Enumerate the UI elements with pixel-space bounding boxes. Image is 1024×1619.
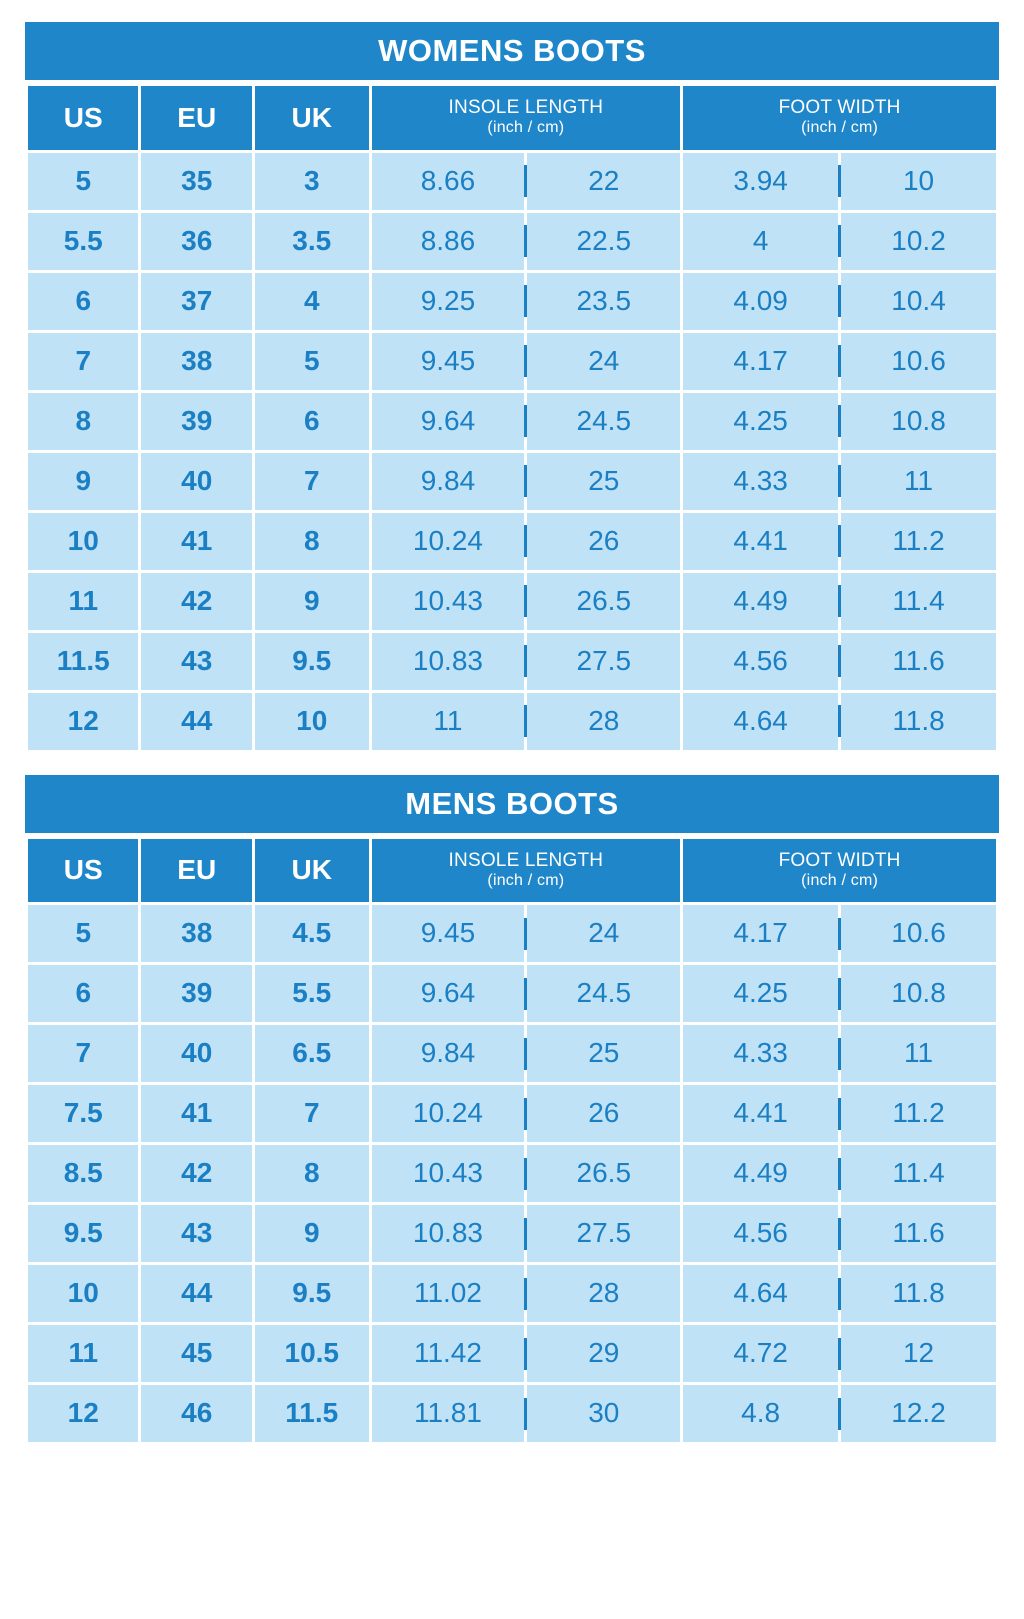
womens-boots-table-block [25,22,999,753]
mens-boots-table [25,836,999,1446]
header-us: US [28,839,138,903]
cell-us: 12 [28,693,138,750]
womens-boots-body [28,153,996,750]
header-foot-width-label: FOOT WIDTH [778,97,901,118]
header-foot-width-units: (inch / cm) [801,118,879,136]
cell-width-cm: 10.6 [841,905,996,962]
cell-eu: 41 [141,513,251,570]
cell-insole-cm: 24 [527,905,680,962]
cell-eu: 40 [141,1025,251,1082]
cell-width-cm: 10.4 [841,273,996,330]
cell-us: 12 [28,1385,138,1442]
cell-us: 9 [28,453,138,510]
header-foot-width [683,839,996,903]
cell-insole-cm: 30 [527,1385,680,1442]
cell-width-inch: 4.17 [683,333,838,390]
cell-uk: 5.5 [255,965,369,1022]
mens-boots-title: MENS BOOTS [25,775,999,833]
cell-width-cm: 11.2 [841,513,996,570]
cell-eu: 38 [141,905,251,962]
cell-us: 8.5 [28,1145,138,1202]
cell-uk: 9 [255,1205,369,1262]
cell-uk: 6 [255,393,369,450]
cell-width-cm: 12 [841,1325,996,1382]
cell-width-inch: 4.33 [683,1025,838,1082]
cell-width-cm: 11.4 [841,1145,996,1202]
cell-eu: 45 [141,1325,251,1382]
cell-uk: 9.5 [255,1265,369,1322]
cell-eu: 39 [141,965,251,1022]
cell-width-inch: 4.56 [683,1205,838,1262]
cell-insole-inch: 11.42 [372,1325,525,1382]
cell-eu: 36 [141,213,251,270]
cell-us: 7.5 [28,1085,138,1142]
cell-insole-cm: 24 [527,333,680,390]
cell-insole-cm: 23.5 [527,273,680,330]
cell-eu: 42 [141,1145,251,1202]
header-eu: EU [141,839,251,903]
header-insole-length [372,86,681,150]
cell-width-inch: 4.09 [683,273,838,330]
table-row [28,213,996,270]
womens-boots-title: WOMENS BOOTS [25,22,999,80]
cell-insole-cm: 26 [527,1085,680,1142]
cell-insole-inch: 11 [372,693,525,750]
cell-insole-cm: 24.5 [527,393,680,450]
cell-insole-inch: 9.64 [372,965,525,1022]
cell-uk: 9 [255,573,369,630]
cell-insole-inch: 8.66 [372,153,525,210]
table-row [28,1385,996,1442]
cell-width-inch: 4.25 [683,393,838,450]
cell-insole-inch: 9.84 [372,1025,525,1082]
cell-uk: 8 [255,1145,369,1202]
table-row [28,1325,996,1382]
cell-width-inch: 4.41 [683,513,838,570]
cell-insole-cm: 28 [527,693,680,750]
cell-insole-inch: 10.83 [372,633,525,690]
cell-eu: 38 [141,333,251,390]
cell-width-inch: 4.56 [683,633,838,690]
table-row [28,1025,996,1082]
cell-width-inch: 4.64 [683,1265,838,1322]
table-row [28,273,996,330]
cell-us: 8 [28,393,138,450]
cell-us: 11 [28,1325,138,1382]
cell-insole-cm: 26.5 [527,573,680,630]
header-uk: UK [255,86,369,150]
cell-width-inch: 4.17 [683,905,838,962]
cell-uk: 11.5 [255,1385,369,1442]
cell-insole-inch: 9.45 [372,905,525,962]
header-foot-width-units: (inch / cm) [801,871,879,889]
cell-us: 5.5 [28,213,138,270]
header-foot-width-label: FOOT WIDTH [778,849,901,871]
cell-width-inch: 4.25 [683,965,838,1022]
cell-us: 6 [28,273,138,330]
cell-insole-inch: 9.45 [372,333,525,390]
cell-width-inch: 4.72 [683,1325,838,1382]
cell-uk: 3.5 [255,213,369,270]
cell-us: 5 [28,905,138,962]
cell-us: 11.5 [28,633,138,690]
cell-width-inch: 4 [683,213,838,270]
header-eu: EU [141,86,251,150]
table-row [28,333,996,390]
cell-width-cm: 10.8 [841,393,996,450]
cell-eu: 42 [141,573,251,630]
cell-width-cm: 11.4 [841,573,996,630]
cell-uk: 10 [255,693,369,750]
cell-width-cm: 11 [841,1025,996,1082]
cell-eu: 46 [141,1385,251,1442]
cell-width-inch: 3.94 [683,153,838,210]
cell-width-inch: 4.8 [683,1385,838,1442]
table-row [28,693,996,750]
header-insole-length-units: (inch / cm) [487,871,565,889]
cell-width-cm: 10 [841,153,996,210]
cell-eu: 40 [141,453,251,510]
cell-insole-inch: 8.86 [372,213,525,270]
table-row [28,965,996,1022]
cell-width-cm: 11.6 [841,633,996,690]
cell-insole-cm: 27.5 [527,633,680,690]
cell-us: 11 [28,573,138,630]
cell-width-cm: 11 [841,453,996,510]
cell-eu: 39 [141,393,251,450]
cell-width-cm: 11.6 [841,1205,996,1262]
header-insole-length-label: INSOLE LENGTH [448,97,604,118]
cell-insole-inch: 10.43 [372,573,525,630]
cell-insole-cm: 26.5 [527,1145,680,1202]
header-foot-width [683,86,996,150]
header-insole-length-units: (inch / cm) [487,118,565,136]
table-header-row [28,86,996,150]
cell-uk: 8 [255,513,369,570]
cell-uk: 10.5 [255,1325,369,1382]
cell-width-inch: 4.33 [683,453,838,510]
cell-us: 10 [28,1265,138,1322]
header-uk: UK [255,839,369,903]
table-row [28,153,996,210]
table-row [28,1265,996,1322]
cell-insole-inch: 9.25 [372,273,525,330]
cell-insole-inch: 10.24 [372,1085,525,1142]
table-row [28,1145,996,1202]
table-header-row [28,839,996,903]
cell-eu: 41 [141,1085,251,1142]
cell-us: 9.5 [28,1205,138,1262]
cell-insole-inch: 10.43 [372,1145,525,1202]
cell-insole-inch: 11.02 [372,1265,525,1322]
cell-insole-cm: 22.5 [527,213,680,270]
cell-width-cm: 12.2 [841,1385,996,1442]
cell-uk: 4 [255,273,369,330]
cell-us: 7 [28,1025,138,1082]
cell-insole-cm: 25 [527,453,680,510]
cell-eu: 35 [141,153,251,210]
cell-insole-cm: 24.5 [527,965,680,1022]
cell-eu: 44 [141,693,251,750]
cell-width-cm: 10.2 [841,213,996,270]
table-row [28,905,996,962]
header-insole-length-label: INSOLE LENGTH [448,849,604,871]
cell-insole-cm: 29 [527,1325,680,1382]
cell-uk: 4.5 [255,905,369,962]
cell-insole-inch: 10.83 [372,1205,525,1262]
cell-insole-cm: 28 [527,1265,680,1322]
cell-us: 5 [28,153,138,210]
cell-uk: 3 [255,153,369,210]
cell-uk: 5 [255,333,369,390]
womens-boots-table [25,83,999,753]
cell-width-cm: 11.2 [841,1085,996,1142]
cell-eu: 43 [141,633,251,690]
table-row [28,1205,996,1262]
cell-insole-inch: 10.24 [372,513,525,570]
table-row [28,1085,996,1142]
table-row [28,393,996,450]
cell-insole-cm: 27.5 [527,1205,680,1262]
cell-width-cm: 10.6 [841,333,996,390]
cell-uk: 6.5 [255,1025,369,1082]
cell-width-inch: 4.64 [683,693,838,750]
cell-us: 6 [28,965,138,1022]
table-row [28,453,996,510]
cell-eu: 44 [141,1265,251,1322]
cell-us: 10 [28,513,138,570]
mens-boots-table-block [25,775,999,1446]
cell-insole-cm: 26 [527,513,680,570]
cell-width-cm: 11.8 [841,1265,996,1322]
cell-uk: 9.5 [255,633,369,690]
cell-uk: 7 [255,1085,369,1142]
cell-eu: 37 [141,273,251,330]
header-us: US [28,86,138,150]
cell-insole-inch: 9.84 [372,453,525,510]
cell-insole-inch: 11.81 [372,1385,525,1442]
cell-uk: 7 [255,453,369,510]
table-row [28,633,996,690]
cell-width-inch: 4.41 [683,1085,838,1142]
cell-width-inch: 4.49 [683,573,838,630]
table-row [28,573,996,630]
cell-insole-cm: 22 [527,153,680,210]
cell-us: 7 [28,333,138,390]
table-row [28,513,996,570]
header-insole-length [372,839,681,903]
cell-width-cm: 11.8 [841,693,996,750]
cell-insole-inch: 9.64 [372,393,525,450]
cell-width-cm: 10.8 [841,965,996,1022]
cell-width-inch: 4.49 [683,1145,838,1202]
cell-eu: 43 [141,1205,251,1262]
cell-insole-cm: 25 [527,1025,680,1082]
mens-boots-body [28,905,996,1442]
